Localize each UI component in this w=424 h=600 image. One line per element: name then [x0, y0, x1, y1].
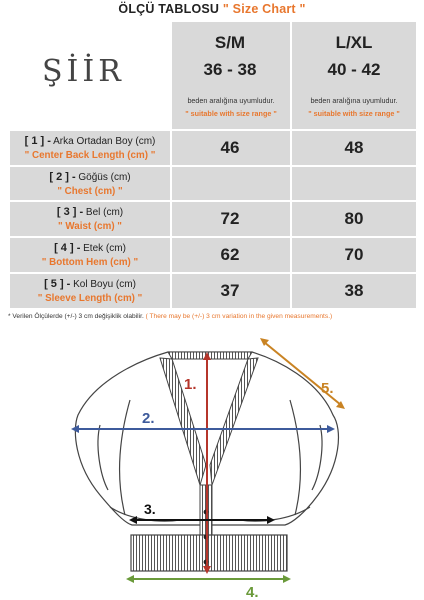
value-lxl-waist: 80	[344, 209, 364, 228]
row-label-waist: [ 3 ] - Bel (cm) " Waist (cm) "	[56, 206, 124, 232]
value-lxl-center-back-length: 48	[344, 138, 364, 157]
size-range-sm: 36 - 38	[203, 60, 257, 79]
row-value-cell	[292, 167, 416, 200]
measure-2-label: 2.	[142, 410, 155, 427]
size-range-lxl: 40 - 42	[327, 60, 381, 79]
size-note-tr-lxl: beden aralığına uyumludur.	[310, 96, 398, 105]
measurement-footnote: * Verilen Ölçülerde (+/-) 3 cm değişiklik olabilir. ( There may be (+/-) 3 cm variation in the given measurements.)	[8, 313, 333, 320]
value-sm-bottom-hem: 62	[220, 245, 240, 264]
row-label-center-back-length: [ 1 ] - Arka Ortadan Boy (cm) " Center Back Length (cm) "	[24, 135, 156, 161]
title-english: " Size Chart "	[222, 2, 306, 16]
size-note-en-lxl: " suitable with size range "	[308, 109, 400, 118]
row-value-cell	[172, 167, 290, 200]
measure-4-label: 4.	[246, 584, 259, 600]
value-sm-waist: 72	[220, 209, 240, 228]
size-name-sm: S/M	[214, 33, 246, 52]
value-lxl-bottom-hem: 70	[344, 245, 364, 264]
brand-logo: ŞİİR	[42, 54, 125, 89]
row-label-chest: [ 2 ] - Göğüs (cm) " Chest (cm) "	[49, 171, 131, 197]
title-turkish: ÖLÇÜ TABLOSU	[118, 2, 220, 16]
value-sm-center-back-length: 46	[220, 138, 240, 157]
measure-1-label: 1.	[184, 376, 197, 393]
size-note-tr-sm: beden aralığına uyumludur.	[187, 96, 275, 105]
measure-4-bottom-hem	[126, 575, 291, 583]
row-label-sleeve-length: [ 5 ] - Kol Boyu (cm) " Sleeve Length (cm) "	[37, 278, 143, 304]
value-lxl-sleeve-length: 38	[344, 281, 364, 300]
row-label-bottom-hem: [ 4 ] - Etek (cm) " Bottom Hem (cm) "	[41, 242, 139, 268]
measure-5-label: 5.	[321, 380, 334, 397]
size-note-en-sm: " suitable with size range "	[185, 109, 277, 118]
size-chart-title	[0, 2, 424, 16]
garment-measurement-diagram	[0, 325, 424, 600]
size-name-lxl: L/XL	[335, 33, 373, 52]
bottom-hem-band	[131, 535, 287, 571]
value-sm-sleeve-length: 37	[220, 281, 240, 300]
measure-3-label: 3.	[144, 501, 156, 517]
